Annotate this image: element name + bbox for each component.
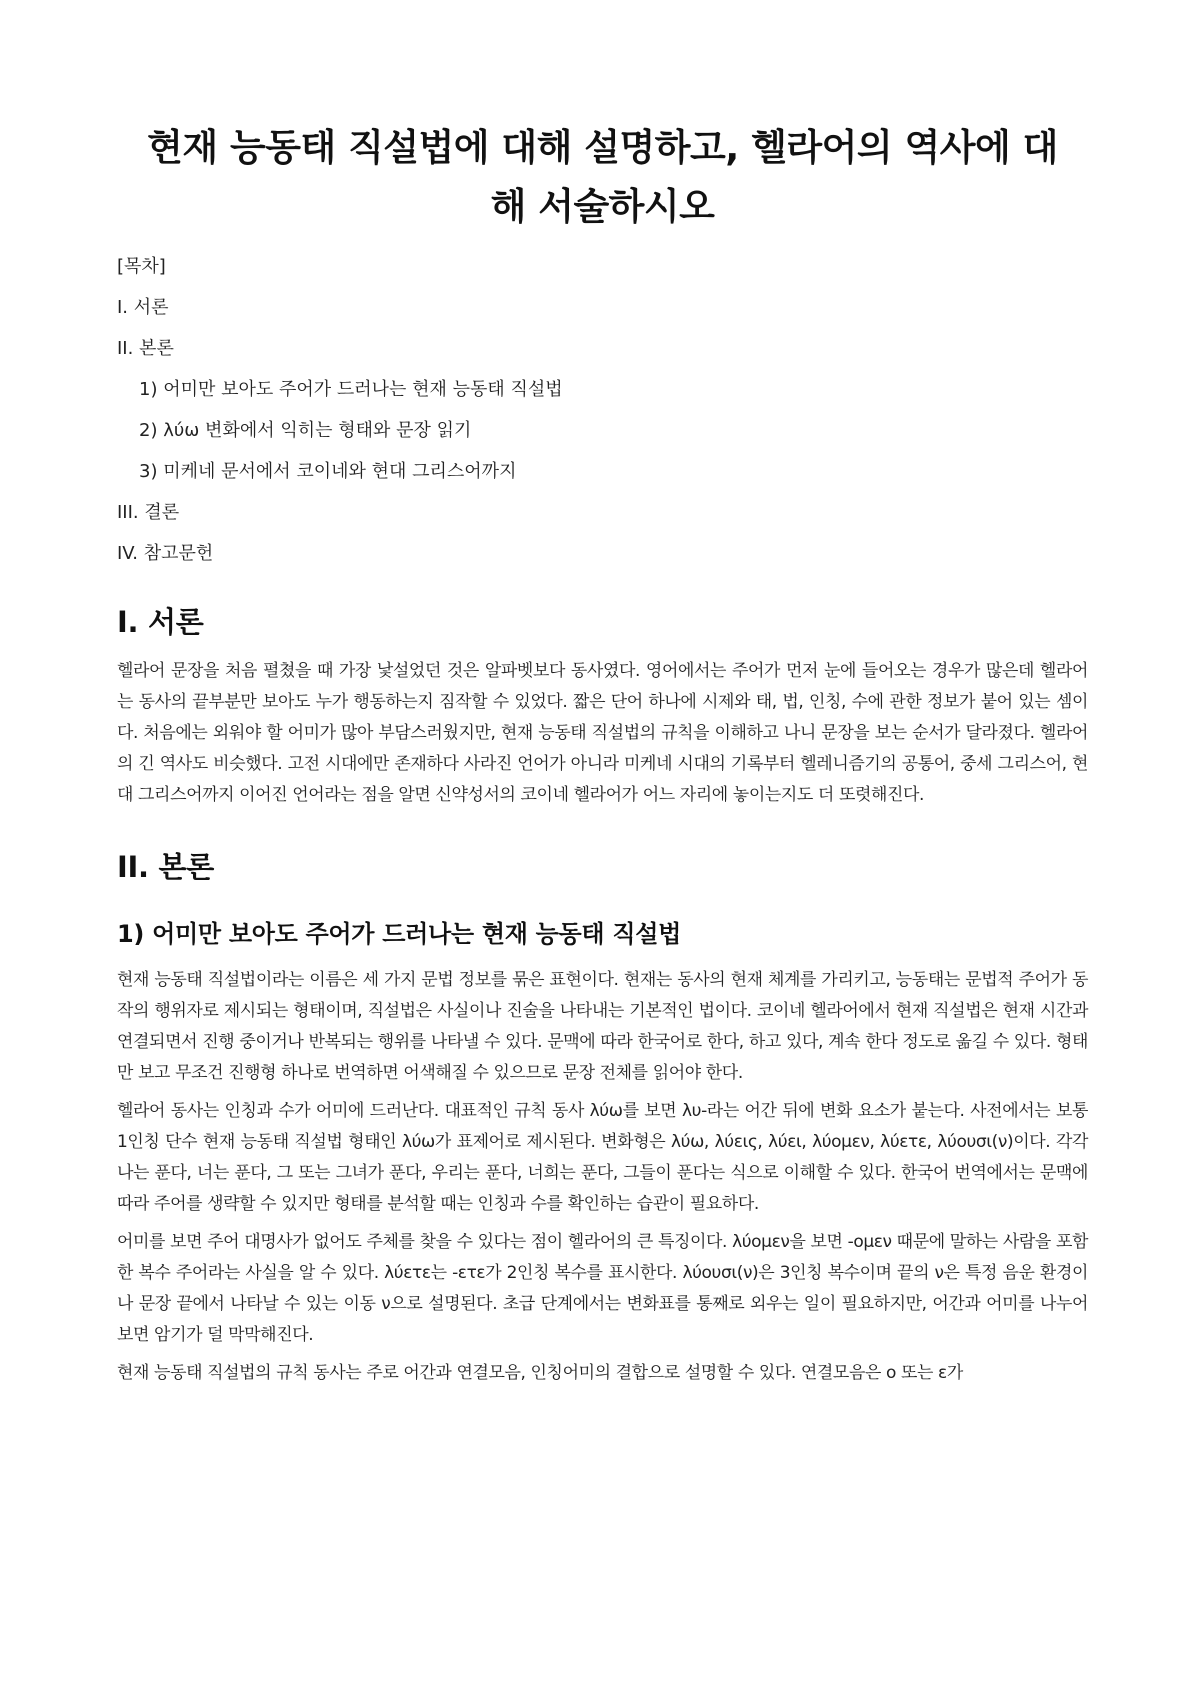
toc-heading: [목차]: [117, 256, 166, 277]
toc-item-references: IV. 참고문헌: [117, 543, 214, 564]
toc-item-conclusion: III. 결론: [117, 502, 180, 523]
toc-item-intro: I. 서론: [117, 297, 169, 318]
body-paragraph: 현재 능동태 직설법이라는 이름은 세 가지 문법 정보를 묶은 표현이다. 현재는 동사의 현재 체계를 가리키고, 능동태는 문법적 주어가 동작의 행위자로 제시되는 형태이며, 직설법은 사실이나 진술을 나타내는 기본적인 법이다. 코이네 헬라어에서 현재 직설법은 현재 시간과 연결되면서 진행 중이거나 반복되는 행위를 나타낼 수 있다. 문맥에 따라 한국어로 한다, 하고 있다, 계속 한다 정도로 옮길 수 있다. 형태만 보고 무조건 진행형 하나로 번역하면 어색해질 수 있으므로 문장 전체를 읽어야 한다.: [117, 970, 1088, 1083]
body-paragraph: 현재 능동태 직설법의 규칙 동사는 주로 어간과 연결모음, 인칭어미의 결합으로 설명할 수 있다. 연결모음은 ο 또는 ε가: [117, 1363, 963, 1383]
toc-item-body: II. 본론: [117, 338, 174, 359]
document-title: 현재 능동태 직설법에 대해 설명하고, 헬라어의 역사에 대해 서술하시오: [147, 126, 1058, 228]
section-heading-body: II. 본론: [117, 850, 214, 884]
table-of-contents: [117, 254, 1088, 566]
body-paragraph: 헬라어 동사는 인칭과 수가 어미에 드러난다. 대표적인 규칙 동사 λύω를 보면 λυ-라는 어간 뒤에 변화 요소가 붙는다. 사전에서는 보통 1인칭 단수 현재 능동태 직설법 형태인 λύω가 표제어로 제시된다. 변화형은 λύω, λύεις, λύει, λύομεν, λύετε, λύουσι(ν)이다. 각각 나는 푼다, 너는 푼다, 그 또는 그녀가 푼다, 우리는 푼다, 너희는 푼다, 그들이 푼다는 식으로 이해할 수 있다. 한국어 번역에서는 문맥에 따라 주어를 생략할 수 있지만 형태를 분석할 때는 인칭과 수를 확인하는 습관이 필요하다.: [117, 1101, 1088, 1214]
subsection-heading-1: 1) 어미만 보아도 주어가 드러나는 현재 능동태 직설법: [117, 920, 682, 948]
toc-item-body-1: 1) 어미만 보아도 주어가 드러나는 현재 능동태 직설법: [139, 379, 563, 400]
toc-item-body-3: 3) 미케네 문서에서 코이네와 현대 그리스어까지: [139, 461, 517, 482]
toc-item-body-2: 2) λύω 변화에서 익히는 형태와 문장 읽기: [139, 420, 472, 441]
section-heading-intro: I. 서론: [117, 605, 204, 639]
intro-paragraph: 헬라어 문장을 처음 펼쳤을 때 가장 낯설었던 것은 알파벳보다 동사였다. 영어에서는 주어가 먼저 눈에 들어오는 경우가 많은데 헬라어는 동사의 끝부분만 보아도 누가 행동하는지 짐작할 수 있었다. 짧은 단어 하나에 시제와 태, 법, 인칭, 수에 관한 정보가 붙어 있는 셈이다. 처음에는 외워야 할 어미가 많아 부담스러웠지만, 현재 능동태 직설법의 규칙을 이해하고 나니 문장을 보는 순서가 달라졌다. 헬라어의 긴 역사도 비슷했다. 고전 시대에만 존재하다 사라진 언어가 아니라 미케네 시대의 기록부터 헬레니즘기의 공통어, 중세 그리스어, 현대 그리스어까지 이어진 언어라는 점을 알면 신약성서의 코이네 헬라어가 어느 자리에 놓이는지도 더 또렷해진다.: [117, 661, 1088, 805]
body-paragraph: 어미를 보면 주어 대명사가 없어도 주체를 찾을 수 있다는 점이 헬라어의 큰 특징이다. λύομεν을 보면 -ομεν 때문에 말하는 사람을 포함한 복수 주어라는 사실을 알 수 있다. λύετε는 -ετε가 2인칭 복수를 표시한다. λύουσι(ν)은 3인칭 복수이며 끝의 ν은 특정 음운 환경이나 문장 끝에서 나타날 수 있는 이동 ν으로 설명된다. 초급 단계에서는 변화표를 통째로 외우는 일이 필요하지만, 어간과 어미를 나누어 보면 암기가 덜 막막해진다.: [117, 1232, 1088, 1345]
